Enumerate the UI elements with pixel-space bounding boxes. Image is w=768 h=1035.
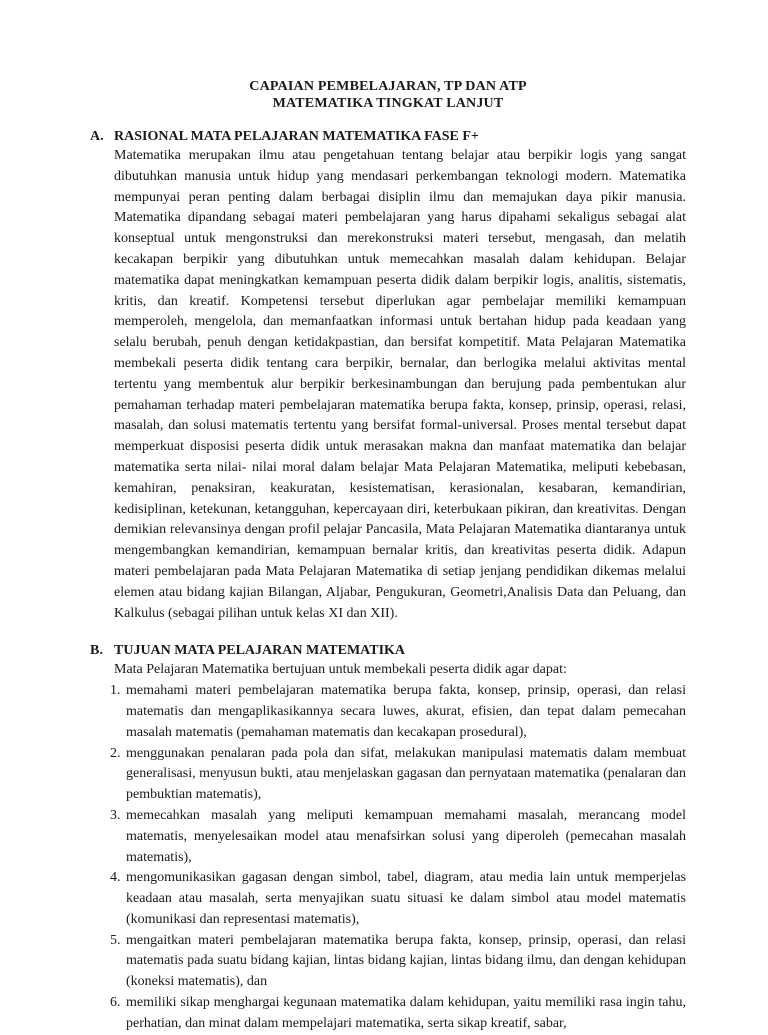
goal-number: 4.	[110, 870, 121, 886]
goal-item-3	[110, 806, 686, 868]
goal-item-6	[110, 993, 686, 1035]
goal-number: 2.	[110, 745, 121, 761]
section-a-title: RASIONAL MATA PELAJARAN MATEMATIKA FASE F+	[114, 129, 479, 144]
section-b-title: TUJUAN MATA PELAJARAN MATEMATIKA	[114, 643, 406, 659]
goal-number: 6.	[110, 995, 121, 1011]
title-line-1: CAPAIAN PEMBELAJARAN, TP DAN ATP	[249, 79, 527, 94]
section-a-body: Matematika merupakan ilmu atau pengetahuan tentang belajar atau berpikir logis yang sangat dibutuhkan manusia untuk hidup yang mendasari perkembangan teknologi modern. Matematika mempunyai peran penting dalam berbagai disiplin ilmu dan memajukan daya pikir manusia. Matematika dipandang sebagai materi pembelajaran yang harus dipahami sekaligus sebagai alat konseptual untuk mengonstruksi dan merekonstruksi materi tersebut, mengasah, dan melatih kecakapan berpikir yang dibutuhkan untuk memecahkan masalah dalam kehidupan. Belajar matematika dapat meningkatkan kemampuan peserta didik dalam berpikir logis, analitis, sistematis, kritis, dan kreatif. Kompetensi tersebut diperlukan agar pembelajar memiliki kemampuan memperoleh, mengelola, dan memanfaatkan informasi untuk bertahan hidup pada keadaan yang selalu berubah, penuh dengan ketidakpastian, dan bersifat kompetitif. Mata Pelajaran Matematika membekali peserta didik tentang cara berpikir, bernalar, dan berlogika melalui aktivitas mental tertentu yang membentuk alur berpikir berkesinambungan dan berujung pada pembentukan alur pemahaman terhadap materi pembelajaran matematika berupa fakta, konsep, prinsip, operasi, relasi, masalah, dan solusi matematis tertentu yang bersifat formal-universal. Proses mental tersebut dapat memperkuat disposisi peserta didik untuk merasakan makna dan manfaat matematika dan belajar matematika serta nilai- nilai moral dalam belajar Mata Pelajaran Matematika, meliputi kebebasan, kemahiran, penaksiran, keakuratan, kesistematisan, kerasionalan, kesabaran, kemandirian, kedisiplinan, ketekunan, ketangguhan, kepercayaan diri, keterbukaan pikiran, dan kreativitas. Dengan demikian relevansinya dengan profil pelajar Pancasila, Mata Pelajaran Matematika diantaranya untuk mengembangkan kemandirian, kemampuan bernalar kritis, dan kreativitas peserta didik. Adapun materi pembelajaran pada Mata Pelajaran Matematika di setiap jenjang pendidikan dikemas melalui elemen atau bidang kajian Bilangan, Aljabar, Pengukuran, Geometri,Analisis Data dan Peluang, dan Kalkulus (sebagai pilihan untuk kelas XI dan XII).	[114, 148, 686, 621]
goal-text: memiliki sikap menghargai kegunaan matematika dalam kehidupan, yaitu memiliki rasa ingin tahu, perhatian, dan minat dalam mempelajari matematika, serta sikap kreatif, sabar,	[126, 995, 686, 1031]
section-b-intro: Mata Pelajaran Matematika bertujuan untuk membekali peserta didik agar dapat:	[114, 662, 567, 678]
section-a-letter: A.	[90, 129, 104, 144]
section-a-heading	[90, 128, 686, 146]
goal-text: menggunakan penalaran pada pola dan sifat, melakukan manipulasi matematis dalam membuat generalisasi, menyusun bukti, atau menjelaskan gagasan dan pernyataan matematika (penalaran dan pembuktian matematis),	[126, 745, 686, 803]
section-b-letter: B.	[90, 643, 103, 659]
goal-number: 3.	[110, 807, 121, 823]
title-line-2: MATEMATIKA TINGKAT LANJUT	[272, 96, 504, 111]
goal-item-5	[110, 931, 686, 993]
goal-item-2	[110, 744, 686, 806]
goal-item-1	[110, 681, 686, 743]
goal-item-4	[110, 868, 686, 930]
goal-text: memahami materi pembelajaran matematika berupa fakta, konsep, prinsip, operasi, dan relasi matematis dan mengaplikasikannya secara luwes, akurat, efisien, dan tepat dalam pemecahan masalah matematis (pemahaman matematis dan kecakapan prosedural),	[126, 683, 686, 740]
section-b-heading	[90, 642, 686, 660]
goal-number: 5.	[110, 932, 121, 948]
goal-number: 1.	[110, 683, 121, 699]
document-title	[90, 78, 686, 112]
goal-text: mengomunikasikan gagasan dengan simbol, tabel, diagram, atau media lain untuk memperjelas keadaan atau masalah, serta menyajikan suatu situasi ke dalam simbol atau model matematis (komunikasi dan representasi matematis),	[126, 870, 686, 927]
goals-list	[90, 681, 686, 1035]
goal-text: memecahkan masalah yang meliputi kemampuan memahami masalah, merancang model matematis, menyelesaikan model atau menafsirkan solusi yang diperoleh (pemecahan masalah matematis),	[126, 807, 686, 865]
goal-text: mengaitkan materi pembelajaran matematika berupa fakta, konsep, prinsip, operasi, dan relasi matematis pada suatu bidang kajian, lintas bidang kajian, lintas bidang ilmu, dan dengan kehidupan (koneksi matematis), dan	[126, 932, 686, 990]
